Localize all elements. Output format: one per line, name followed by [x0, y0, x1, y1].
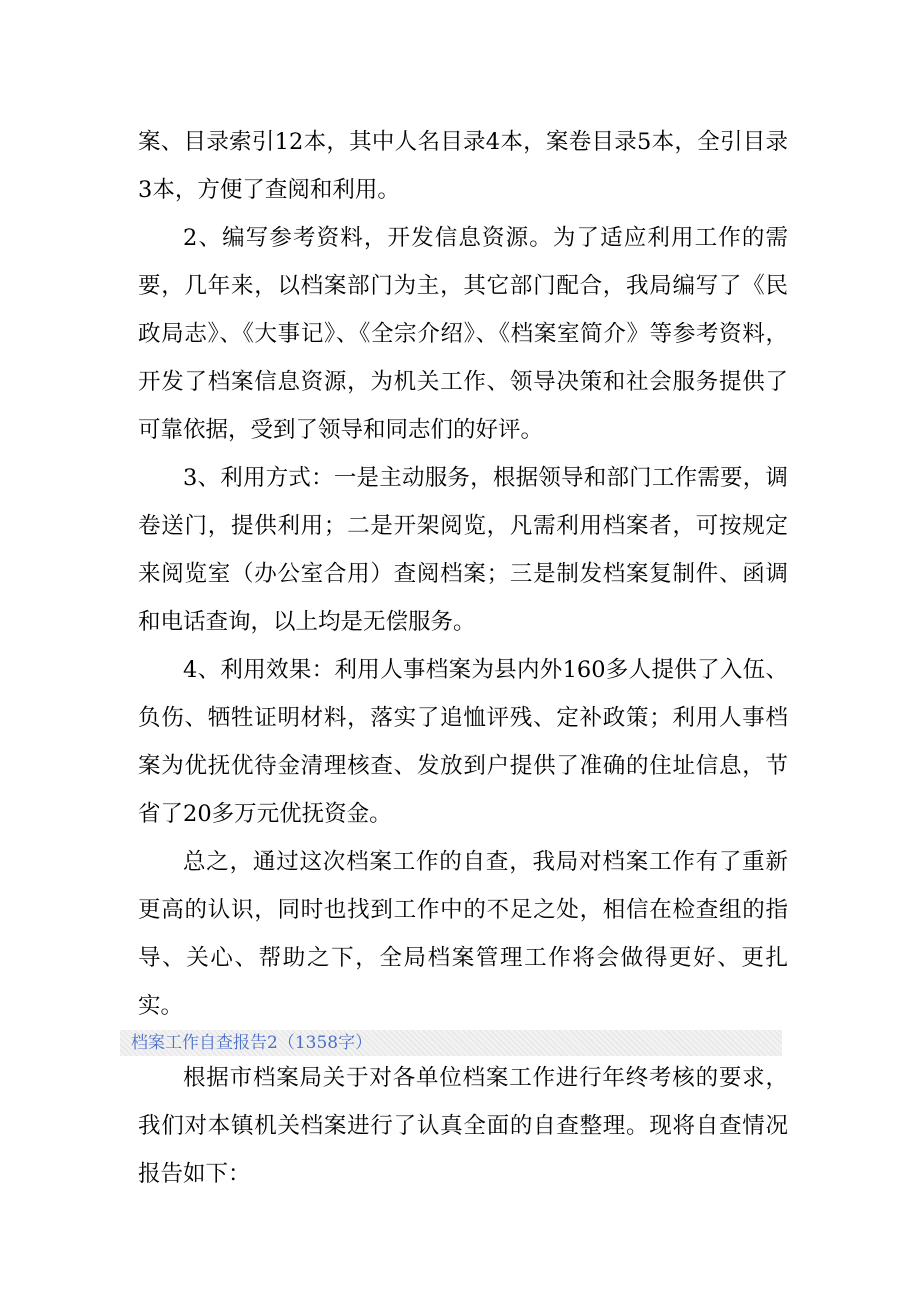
- section-heading: 档案工作自查报告2（1358字）: [131, 1033, 373, 1053]
- paragraph-usage-effects: 4、利用效果：利用人事档案为县内外160多人提供了入伍、负伤、牺牲证明材料，落实了追恤评残、定补政策；利用人事档案为优抚优待金清理核查、发放到户提供了准确的住址信息，节省了20多万元优抚资金。: [138, 657, 788, 827]
- paragraph-usage-methods: 3、利用方式：一是主动服务，根据领导和部门工作需要，调卷送门，提供利用；二是开架阅览，凡需利用档案者，可按规定来阅览室（办公室合用）查阅档案；三是制发档案复制件、函调和电话查询，以上均是无偿服务。: [138, 465, 788, 635]
- paragraph-reference-materials: 2、编写参考资料，开发信息资源。为了适应利用工作的需要，几年来，以档案部门为主，其它部门配合，我局编写了《民政局志》、《大事记》、《全宗介绍》、《档案室简介》等参考资料，开发了档案信息资源，为机关工作、领导决策和社会服务提供了可靠依据，受到了领导和同志们的好评。: [138, 225, 788, 443]
- paragraph-continuation: 案、目录索引12本，其中人名目录4本，案卷目录5本，全引目录3本，方便了查阅和利用。: [138, 129, 788, 203]
- paragraph-summary: 总之，通过这次档案工作的自查，我局对档案工作有了重新更高的认识，同时也找到工作中的不足之处，相信在检查组的指导、关心、帮助之下，全局档案管理工作将会做得更好、更扎实。: [138, 849, 788, 1019]
- paragraph-report-intro: 根据市档案局关于对各单位档案工作进行年终考核的要求，我们对本镇机关档案进行了认真全面的自查整理。现将自查情况报告如下：: [138, 1065, 788, 1187]
